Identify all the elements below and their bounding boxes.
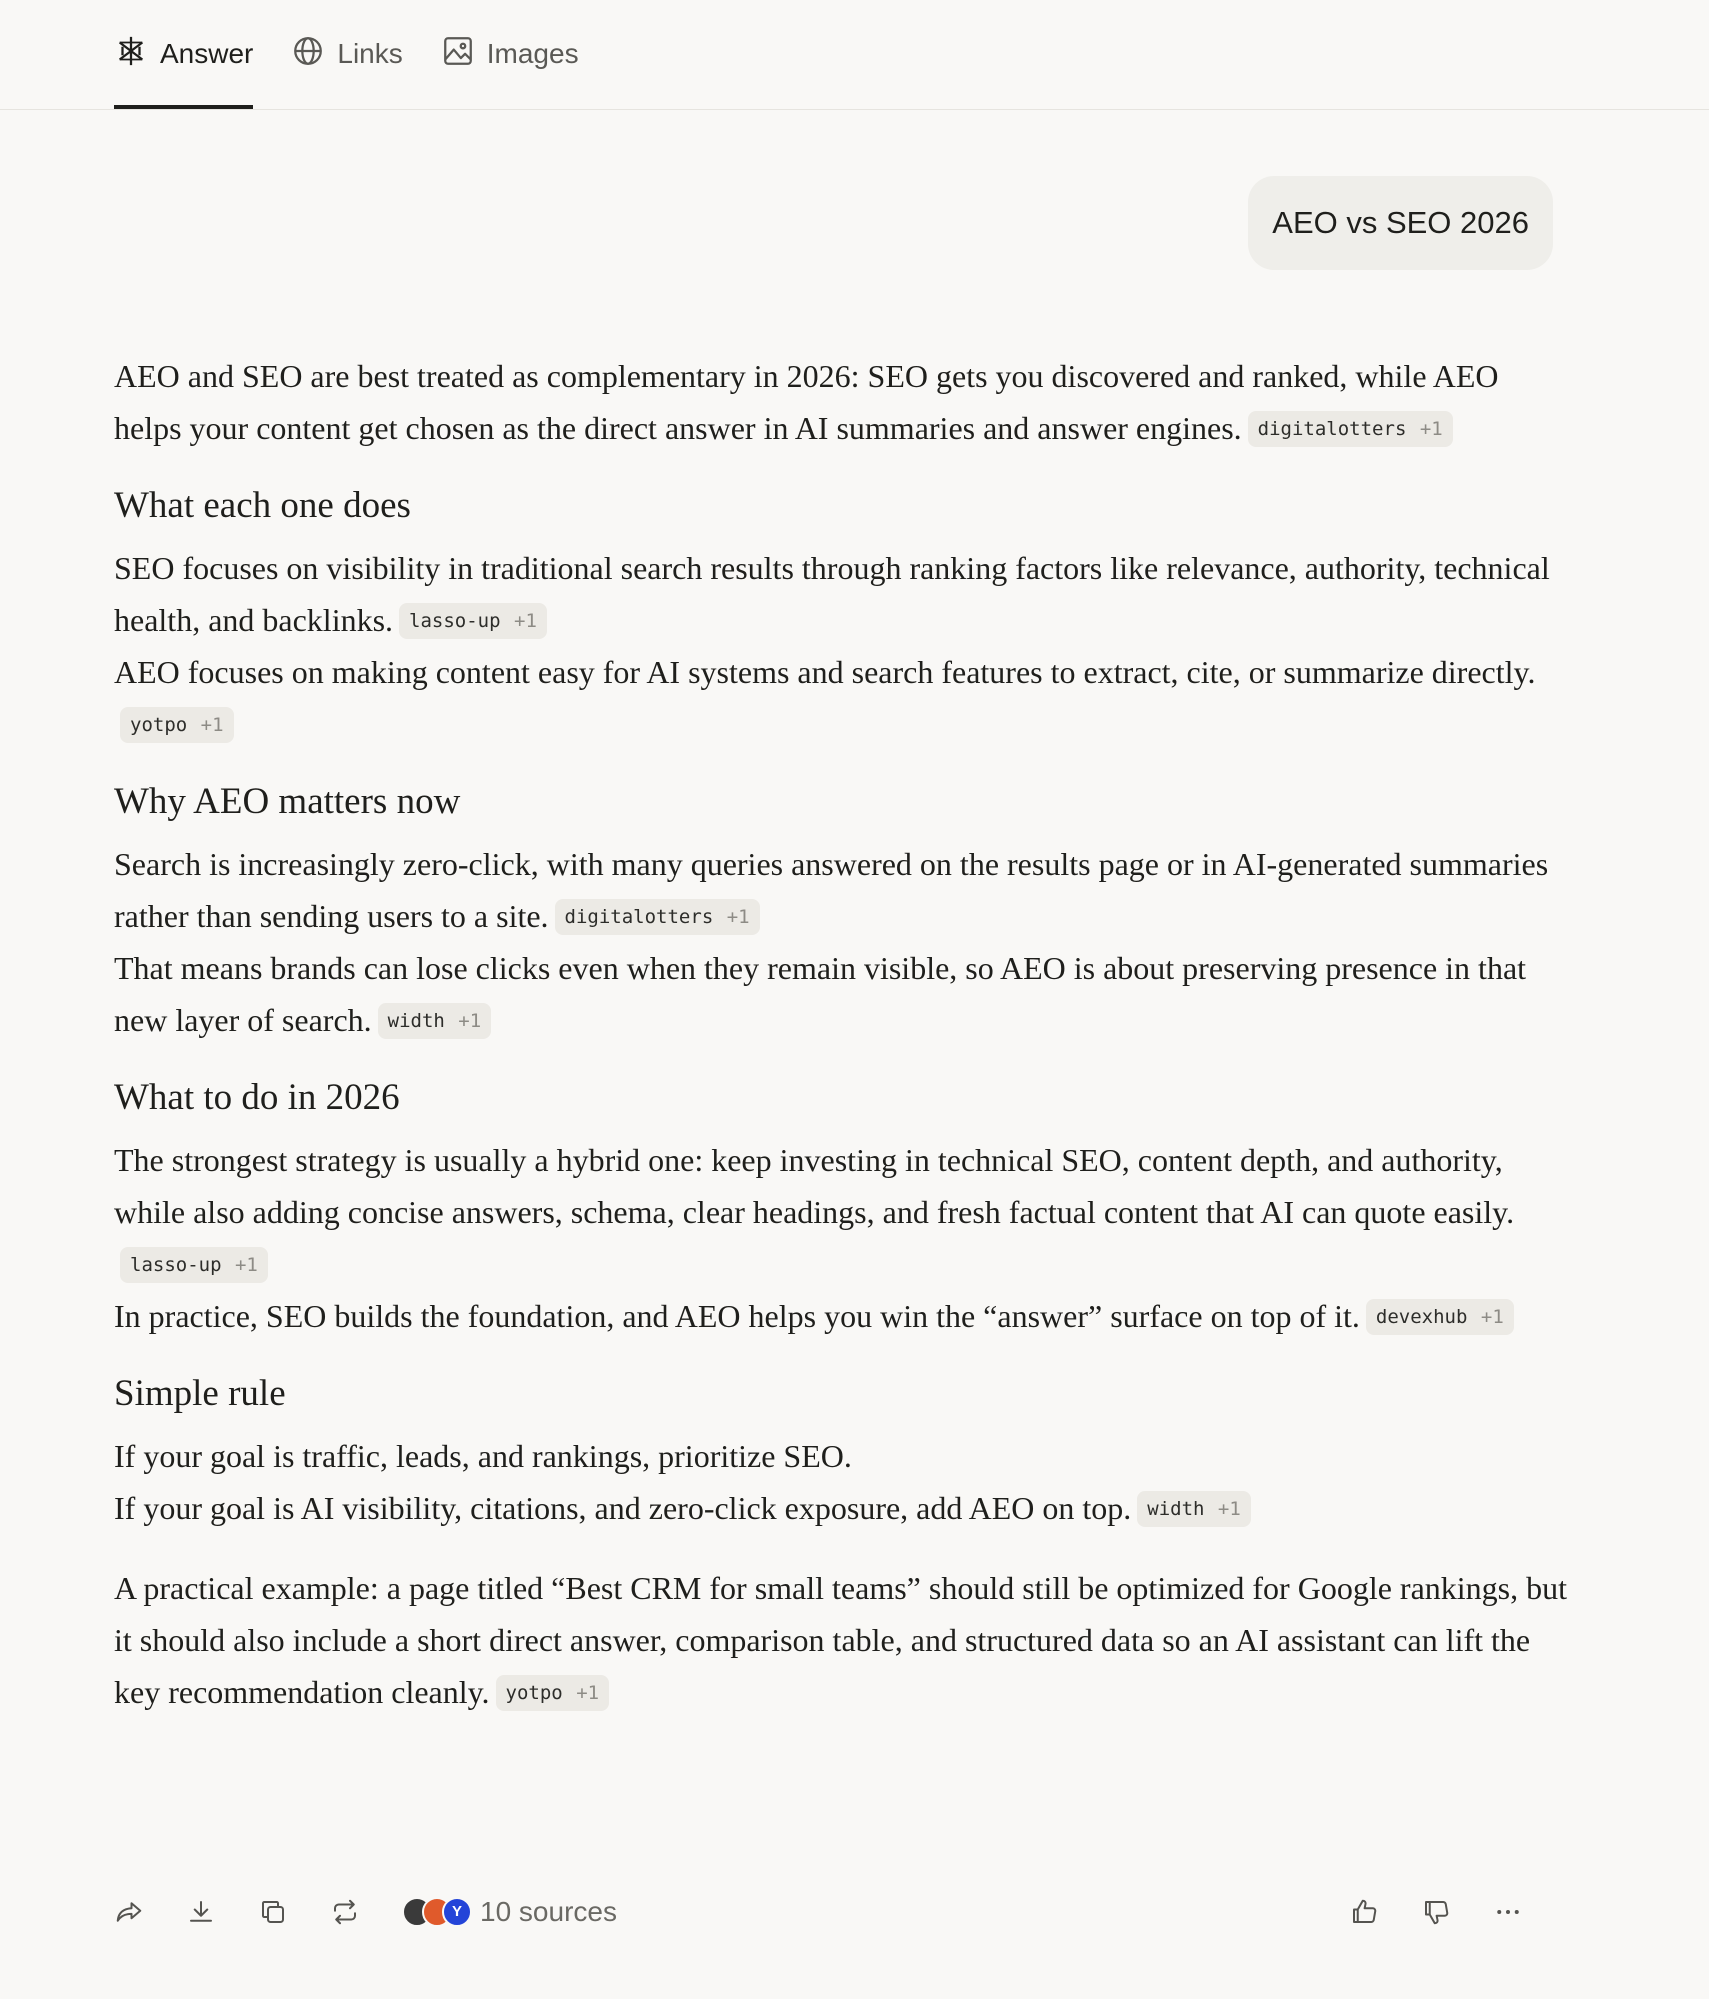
query-row xyxy=(0,176,1709,270)
citation-chip[interactable] xyxy=(1366,1299,1514,1335)
tab-links[interactable] xyxy=(291,0,402,109)
copy-icon[interactable] xyxy=(258,1897,288,1927)
asterisk-icon xyxy=(114,34,148,75)
image-icon xyxy=(441,34,475,75)
section-line xyxy=(114,1430,1574,1482)
citation-chip[interactable] xyxy=(120,707,234,743)
sources-label: 10 sources xyxy=(480,1896,617,1927)
citation-source: digitalotters xyxy=(564,905,714,928)
tab-bar xyxy=(0,0,1709,110)
section-line xyxy=(114,1290,1574,1342)
citation-chip[interactable] xyxy=(120,1247,268,1283)
citation-chip[interactable] xyxy=(1248,411,1453,447)
citation-source: lasso-up xyxy=(130,1253,222,1276)
answer-body xyxy=(0,350,1574,1718)
section-line xyxy=(114,646,1574,750)
globe-icon xyxy=(291,34,325,75)
section-line xyxy=(114,942,1574,1046)
citation-more: +1 xyxy=(200,713,224,736)
rewrite-icon[interactable] xyxy=(330,1897,360,1927)
citation-source: yotpo xyxy=(505,1681,563,1704)
example-paragraph xyxy=(114,1562,1574,1718)
citation-source: yotpo xyxy=(130,713,188,736)
citation-more: +1 xyxy=(1480,1305,1504,1328)
citation-more: +1 xyxy=(1217,1497,1241,1520)
line-text: The strongest strategy is usually a hybrid one: keep investing in technical SEO, content depth, and authority, while also adding concise answers, schema, clear headings, and fresh factual content that AI can quote easily. xyxy=(114,1142,1515,1230)
citation-source: width xyxy=(1147,1497,1205,1520)
tab-images-label: Images xyxy=(486,38,579,69)
line-text: AEO focuses on making content easy for AI systems and search features to extract, cite, or summarize directly. xyxy=(114,654,1536,690)
line-text: If your goal is traffic, leads, and rankings, prioritize SEO. xyxy=(114,1438,852,1474)
intro-paragraph xyxy=(114,350,1574,454)
tab-links-label: Links xyxy=(337,38,403,69)
citation-chip[interactable] xyxy=(555,899,760,935)
thumbs-up-icon[interactable] xyxy=(1349,1897,1379,1927)
sources-button[interactable] xyxy=(402,1896,617,1928)
citation-more: +1 xyxy=(726,905,750,928)
section-line xyxy=(114,542,1574,646)
section-heading: Why AEO matters now xyxy=(114,781,461,822)
section-line xyxy=(114,1482,1574,1534)
tab-answer-label: Answer xyxy=(160,38,254,69)
citation-chip[interactable] xyxy=(378,1003,492,1039)
thumbs-down-icon[interactable] xyxy=(1421,1897,1451,1927)
citation-more: +1 xyxy=(234,1253,258,1276)
more-icon[interactable] xyxy=(1493,1897,1523,1927)
line-text: If your goal is AI visibility, citations, and zero-click exposure, add AEO on top. xyxy=(114,1490,1132,1526)
source-avatar: Y xyxy=(442,1897,472,1927)
citation-source: devexhub xyxy=(1375,1305,1468,1328)
line-text: Search is increasingly zero-click, with many queries answered on the results page or in AI-generated summaries rather than sending users to a site. xyxy=(114,846,1549,934)
line-text: In practice, SEO builds the foundation, and AEO helps you win the “answer” surface on top of it. xyxy=(114,1298,1360,1334)
citation-more: +1 xyxy=(1419,417,1443,440)
tab-answer[interactable] xyxy=(114,0,253,109)
citation-chip[interactable] xyxy=(1137,1491,1251,1527)
line-text: SEO focuses on visibility in traditional search results through ranking factors like relevance, authority, technical health, and backlinks. xyxy=(114,550,1550,638)
intro-text: AEO and SEO are best treated as complementary in 2026: SEO gets you discovered and ranked, while AEO helps your content get chosen as the direct answer in AI summaries and answer engines. xyxy=(114,358,1499,446)
citation-source: width xyxy=(387,1009,445,1032)
section-heading: Simple rule xyxy=(114,1373,286,1414)
citation-chip[interactable] xyxy=(496,1675,610,1711)
citation-source: lasso-up xyxy=(409,609,501,632)
section-heading: What each one does xyxy=(114,485,411,526)
citation-chip[interactable] xyxy=(399,603,547,639)
tab-images[interactable] xyxy=(441,0,579,109)
citation-source: digitalotters xyxy=(1257,417,1407,440)
section-heading: What to do in 2026 xyxy=(114,1077,400,1118)
citation-more: +1 xyxy=(576,1681,600,1704)
share-icon[interactable] xyxy=(114,1897,144,1927)
section-line xyxy=(114,838,1574,942)
user-query-bubble: AEO vs SEO 2026 xyxy=(1248,176,1553,270)
example-text: A practical example: a page titled “Best CRM for small teams” should still be optimized for Google rankings, but it should also include a short direct answer, comparison table, and structured data so an AI assistant can lift the key recommendation cleanly. xyxy=(114,1570,1567,1710)
citation-more: +1 xyxy=(458,1009,482,1032)
citation-more: +1 xyxy=(514,609,537,632)
section-line xyxy=(114,1134,1574,1290)
answer-actions xyxy=(114,1886,1523,1938)
download-icon[interactable] xyxy=(186,1897,216,1927)
source-avatars xyxy=(402,1897,472,1927)
line-text: That means brands can lose clicks even when they remain visible, so AEO is about preserving presence in that new layer of search. xyxy=(114,950,1527,1038)
